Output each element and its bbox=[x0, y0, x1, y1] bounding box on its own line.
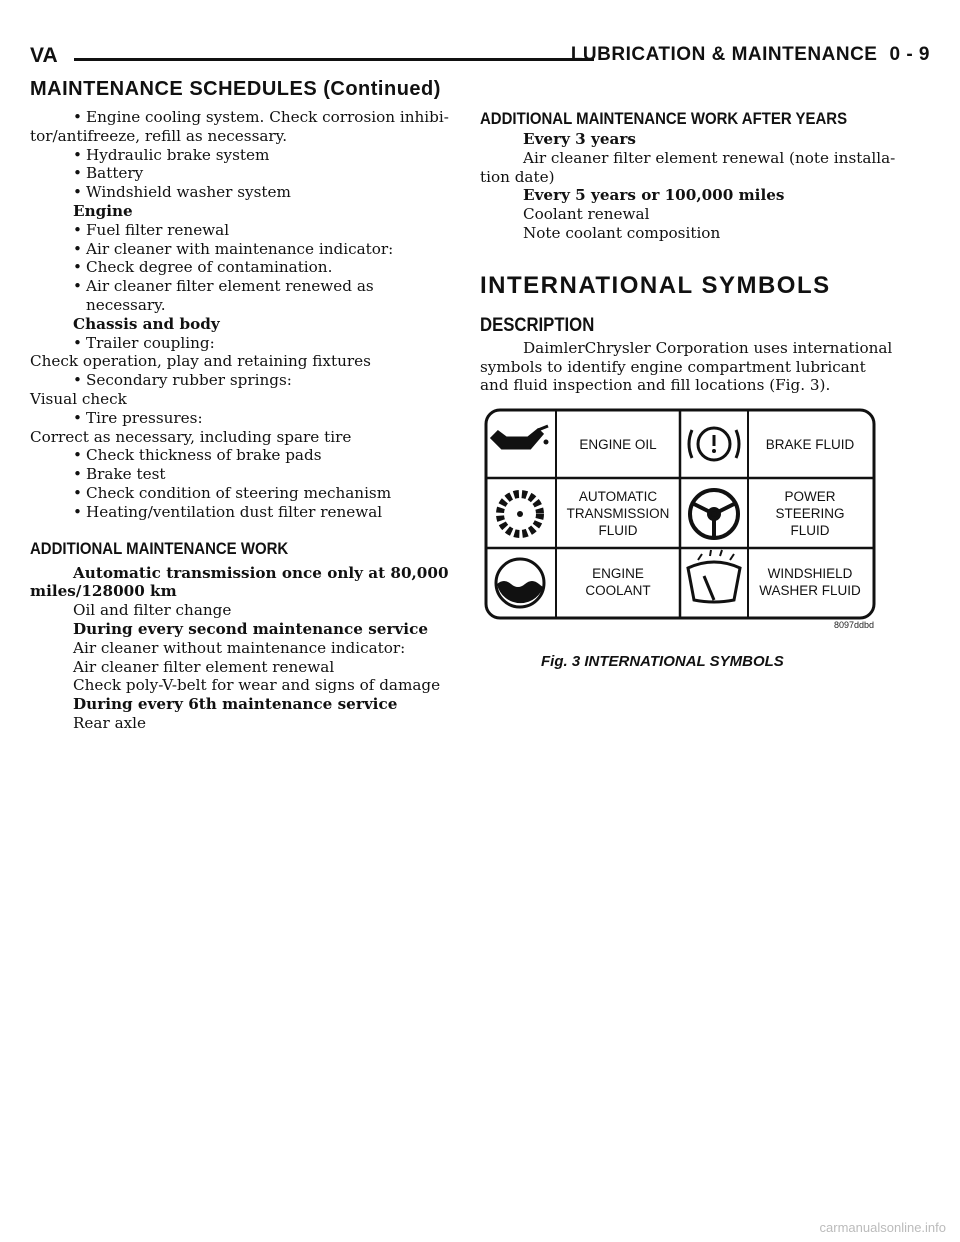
text-line: Air cleaner filter element renewal bbox=[73, 657, 335, 676]
subheading: Chassis and body bbox=[73, 314, 220, 333]
subheading: Every 5 years or 100,000 miles bbox=[523, 186, 785, 205]
label-ps-1: POWER bbox=[784, 489, 836, 504]
text-line: Check operation, play and retaining fixtures bbox=[30, 352, 371, 371]
additional-years-list bbox=[480, 130, 904, 243]
bullet-text: Check degree of contamination. bbox=[86, 258, 333, 277]
bullet-item bbox=[30, 183, 454, 202]
bullet-item bbox=[30, 164, 454, 183]
bullet-marker: • bbox=[73, 502, 82, 521]
label-coolant-2: COOLANT bbox=[585, 583, 651, 598]
label-ps-2: STEERING bbox=[775, 506, 845, 521]
bullet-text: Hydraulic brake system bbox=[86, 145, 270, 164]
bullet-text: Tire pressures: bbox=[86, 408, 203, 427]
section-continued-title: MAINTENANCE SCHEDULES (Continued) bbox=[30, 78, 441, 100]
bullet-item bbox=[30, 409, 454, 428]
bullet-item bbox=[30, 465, 454, 484]
bullet-marker: • bbox=[73, 239, 82, 258]
bullet-text: Fuel filter renewal bbox=[86, 220, 230, 239]
bullet-marker: • bbox=[73, 183, 82, 202]
description-heading: DESCRIPTION bbox=[480, 314, 595, 336]
bullet-item bbox=[30, 277, 454, 315]
text-line: Note coolant composition bbox=[523, 223, 721, 242]
bullet-text: Trailer coupling: bbox=[86, 333, 215, 352]
bullet-item bbox=[30, 503, 454, 522]
bullet-text: Check condition of steering mechanism bbox=[86, 483, 392, 502]
bullet-marker: • bbox=[73, 465, 82, 484]
international-symbols-figure bbox=[484, 408, 876, 620]
bullet-marker: • bbox=[73, 108, 82, 126]
subheading: Engine bbox=[73, 201, 133, 220]
additional-work-heading: ADDITIONAL MAINTENANCE WORK bbox=[30, 538, 289, 558]
header-rule bbox=[74, 58, 594, 61]
bullet-marker: • bbox=[73, 446, 82, 465]
page-header bbox=[30, 44, 930, 74]
header-title: LUBRICATION & MAINTENANCE bbox=[570, 44, 878, 65]
header-section-code: VA bbox=[30, 44, 58, 67]
additional-years-heading: ADDITIONAL MAINTENANCE WORK AFTER YEARS bbox=[480, 109, 848, 128]
header-title-group bbox=[571, 44, 930, 66]
right-column bbox=[480, 108, 904, 395]
bullet-item bbox=[30, 146, 454, 165]
text-line: Coolant renewal bbox=[523, 205, 650, 224]
bullet-marker: • bbox=[73, 277, 82, 296]
bullet-item bbox=[30, 258, 454, 277]
bullet-item bbox=[30, 371, 454, 390]
label-coolant-1: ENGINE bbox=[592, 566, 644, 581]
bullet-item bbox=[30, 334, 454, 353]
text-line: Correct as necessary, including spare tire bbox=[30, 427, 352, 446]
left-column bbox=[30, 108, 454, 733]
text-line: Check poly-V-belt for wear and signs of damage bbox=[73, 676, 441, 695]
figure-code: 8097ddbd bbox=[834, 620, 875, 630]
bullet-item bbox=[30, 108, 454, 127]
bullet-text: Windshield washer system bbox=[86, 183, 291, 202]
label-engine-oil: ENGINE OIL bbox=[579, 437, 657, 452]
site-watermark[interactable]: carmanualsonline.info bbox=[819, 1220, 946, 1235]
bullet-text: Check thickness of brake pads bbox=[86, 446, 322, 465]
bullet-marker: • bbox=[73, 333, 82, 352]
text-line: Air cleaner filter element renewal (note installa- bbox=[523, 148, 896, 167]
bullet-item bbox=[30, 446, 454, 465]
bullet-marker: • bbox=[73, 408, 82, 427]
text-line: tor/antifreeze, refill as necessary. bbox=[30, 126, 288, 145]
description-line-3: and fluid inspection and fill locations (Fig. 3). bbox=[480, 376, 831, 395]
label-brake-fluid: BRAKE FLUID bbox=[765, 437, 855, 452]
text-line: Air cleaner without maintenance indicator: bbox=[73, 638, 406, 657]
international-symbols-heading: INTERNATIONAL SYMBOLS bbox=[480, 271, 831, 299]
bullet-item bbox=[30, 240, 454, 259]
label-washer-2: WASHER FLUID bbox=[759, 583, 861, 598]
bullet-text: Battery bbox=[86, 164, 144, 183]
bullet-text: Air cleaner with maintenance indicator: bbox=[86, 239, 394, 258]
bullet-text: Air cleaner filter element renewed as necessary. bbox=[86, 277, 374, 314]
bullet-marker: • bbox=[73, 258, 82, 277]
text-line: tion date) bbox=[480, 167, 555, 186]
bullet-item bbox=[30, 484, 454, 503]
text-line: Oil and filter change bbox=[73, 601, 232, 620]
description-line-2: symbols to identify engine compartment lubricant bbox=[480, 357, 866, 376]
bullet-text: Engine cooling system. Check corrosion inhibi- bbox=[86, 108, 449, 126]
description-line-1: DaimlerChrysler Corporation uses international bbox=[523, 338, 893, 357]
label-atf-1: AUTOMATIC bbox=[578, 489, 658, 504]
bullet-text: Brake test bbox=[86, 465, 166, 484]
label-atf-2: TRANSMISSION bbox=[566, 506, 670, 521]
label-ps-3: FLUID bbox=[790, 523, 830, 538]
subheading: Every 3 years bbox=[523, 130, 636, 148]
schedule-list bbox=[30, 108, 454, 522]
subheading: During every 6th maintenance service bbox=[73, 695, 398, 714]
bullet-marker: • bbox=[73, 220, 82, 239]
additional-work-list bbox=[30, 564, 454, 733]
figure-caption: Fig. 3 INTERNATIONAL SYMBOLS bbox=[541, 653, 784, 670]
subheading: During every second maintenance service bbox=[73, 619, 428, 638]
bullet-marker: • bbox=[73, 145, 82, 164]
bullet-text: Heating/ventilation dust filter renewal bbox=[86, 502, 383, 521]
label-atf-3: FLUID bbox=[598, 523, 638, 538]
bullet-marker: • bbox=[73, 483, 82, 502]
bullet-marker: • bbox=[73, 371, 82, 390]
bullet-marker: • bbox=[73, 164, 82, 183]
bullet-item bbox=[30, 221, 454, 240]
text-line: Visual check bbox=[30, 389, 127, 408]
subheading: Automatic transmission once only at 80,000 bbox=[73, 563, 449, 582]
text-line: Rear axle bbox=[73, 713, 147, 732]
label-washer-1: WINDSHIELD bbox=[767, 566, 853, 581]
subheading-cont: miles/128000 km bbox=[30, 582, 177, 601]
bullet-text: Secondary rubber springs: bbox=[86, 371, 292, 390]
page-number: 0 - 9 bbox=[889, 44, 930, 65]
